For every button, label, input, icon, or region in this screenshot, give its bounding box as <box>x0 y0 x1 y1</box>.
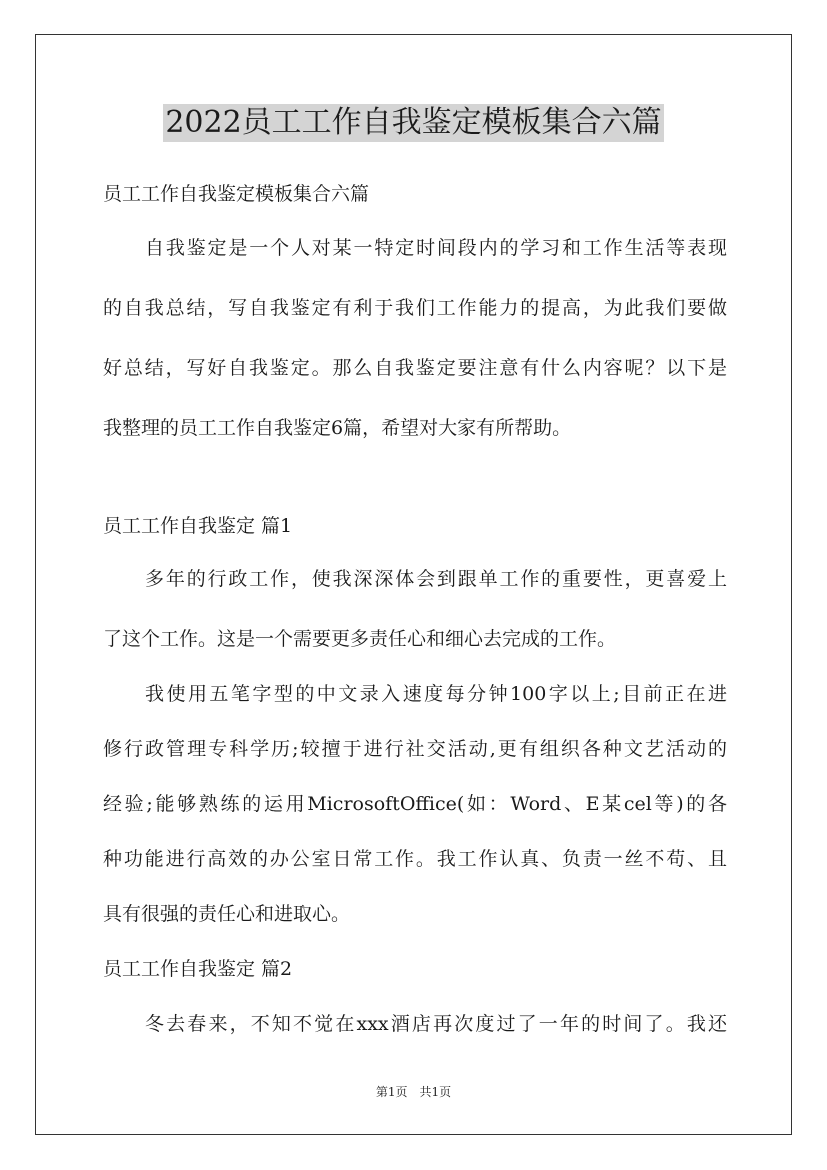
page-number: 第1页 共1页 <box>375 1085 452 1099</box>
intro-line: 我整理的员工工作自我鉴定6篇，希望对大家有所帮助。 <box>103 417 572 439</box>
paragraph-line: 修行政管理专科学历;较擅于进行社交活动,更有组织各种文艺活动的 <box>103 738 727 760</box>
intro-line: 好总结，写好自我鉴定。那么自我鉴定要注意有什么内容呢？以下是 <box>103 357 727 379</box>
paragraph-line: 具有很强的责任心和进取心。 <box>103 903 351 925</box>
paragraph-line: 多年的行政工作，使我深深体会到跟单工作的重要性，更喜爱上 <box>145 568 727 590</box>
section-heading-2: 员工工作自我鉴定 篇2 <box>103 958 293 980</box>
subtitle: 员工工作自我鉴定模板集合六篇 <box>103 183 370 205</box>
document-body <box>103 176 727 1042</box>
title-container <box>0 104 827 142</box>
intro-line: 自我鉴定是一个人对某一特定时间段内的学习和工作生活等表现 <box>145 237 727 259</box>
section-heading-1: 员工工作自我鉴定 篇1 <box>103 515 293 537</box>
intro-line: 的自我总结，写自我鉴定有利于我们工作能力的提高，为此我们要做 <box>103 297 727 319</box>
paragraph-line: 了这个工作。这是一个需要更多责任心和细心去完成的工作。 <box>103 628 617 650</box>
document-title: 2022员工工作自我鉴定模板集合六篇 <box>165 105 662 140</box>
paragraph-line: 经验;能够熟练的运用MicrosoftOffice(如：Word、E某cel等)的各 <box>103 793 727 815</box>
paragraph-line: 种功能进行高效的办公室日常工作。我工作认真、负责一丝不苟、且 <box>103 848 727 870</box>
paragraph-line: 我使用五笔字型的中文录入速度每分钟100字以上;目前正在进 <box>145 683 727 705</box>
paragraph-line: 冬去春来，不知不觉在xxx酒店再次度过了一年的时间了。我还 <box>145 1013 727 1035</box>
